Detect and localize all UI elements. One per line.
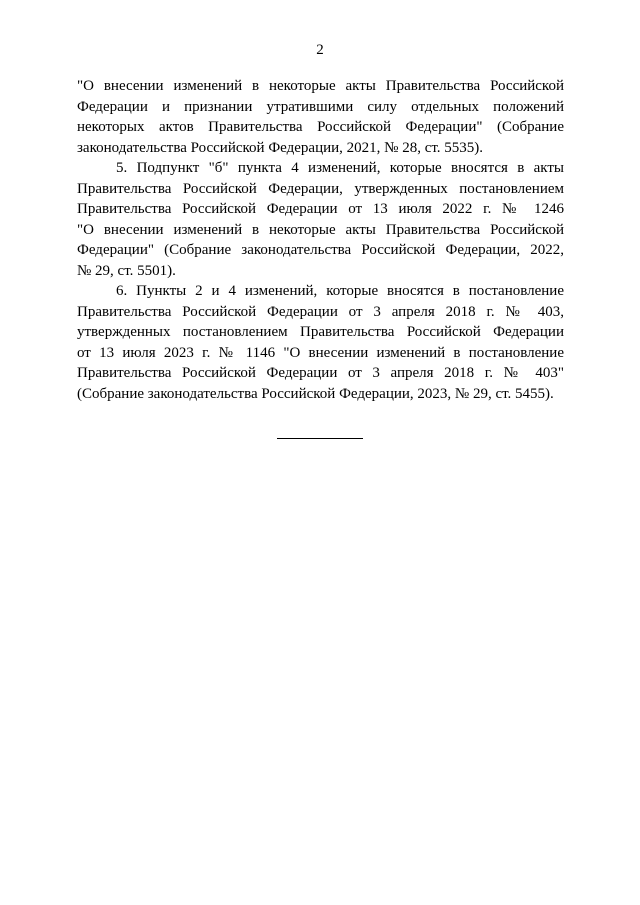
document-body [77, 76, 564, 404]
text-line: Правительства Российской Федерации от 13 июля 2022 г. № 1246 [77, 201, 564, 217]
text-line: Федерации и признании утратившими силу отдельных положений [77, 98, 564, 115]
text-line: Правительства Российской Федерации от 3 апреля 2018 г. № 403, [77, 303, 564, 320]
page-number: 2 [316, 42, 324, 58]
paragraph-continuation [77, 76, 564, 158]
paragraph-item-6 [77, 281, 564, 404]
text-line: от 13 июля 2023 г. № 1146 "О внесении изменений в постановление [77, 344, 564, 361]
text-line: 6. Пункты 2 и 4 изменений, которые вносятся в постановление [116, 283, 564, 299]
text-line: Правительства Российской Федерации, утвержденных постановлением [77, 180, 564, 197]
text-line: некоторых актов Правительства Российской Федерации" (Собрание [77, 119, 564, 135]
end-separator-line [277, 438, 363, 439]
text-line: законодательства Российской Федерации, 2021, № 28, ст. 5535). [77, 139, 484, 156]
text-line: (Собрание законодательства Российской Федерации, 2023, № 29, ст. 5455). [77, 385, 554, 402]
paragraph-item-5 [77, 158, 564, 281]
text-line: утвержденных постановлением Правительства Российской Федерации [77, 324, 564, 340]
text-line: "О внесении изменений в некоторые акты Правительства Российской [77, 78, 564, 94]
text-line: 5. Подпункт "б" пункта 4 изменений, которые вносятся в акты [116, 160, 564, 176]
text-line: Правительства Российской Федерации от 3 апреля 2018 г. № 403" [77, 365, 564, 381]
text-line: Федерации" (Собрание законодательства Российской Федерации, 2022, [77, 242, 564, 258]
text-line: "О внесении изменений в некоторые акты Правительства Российской [77, 221, 564, 238]
text-line: № 29, ст. 5501). [77, 262, 176, 279]
